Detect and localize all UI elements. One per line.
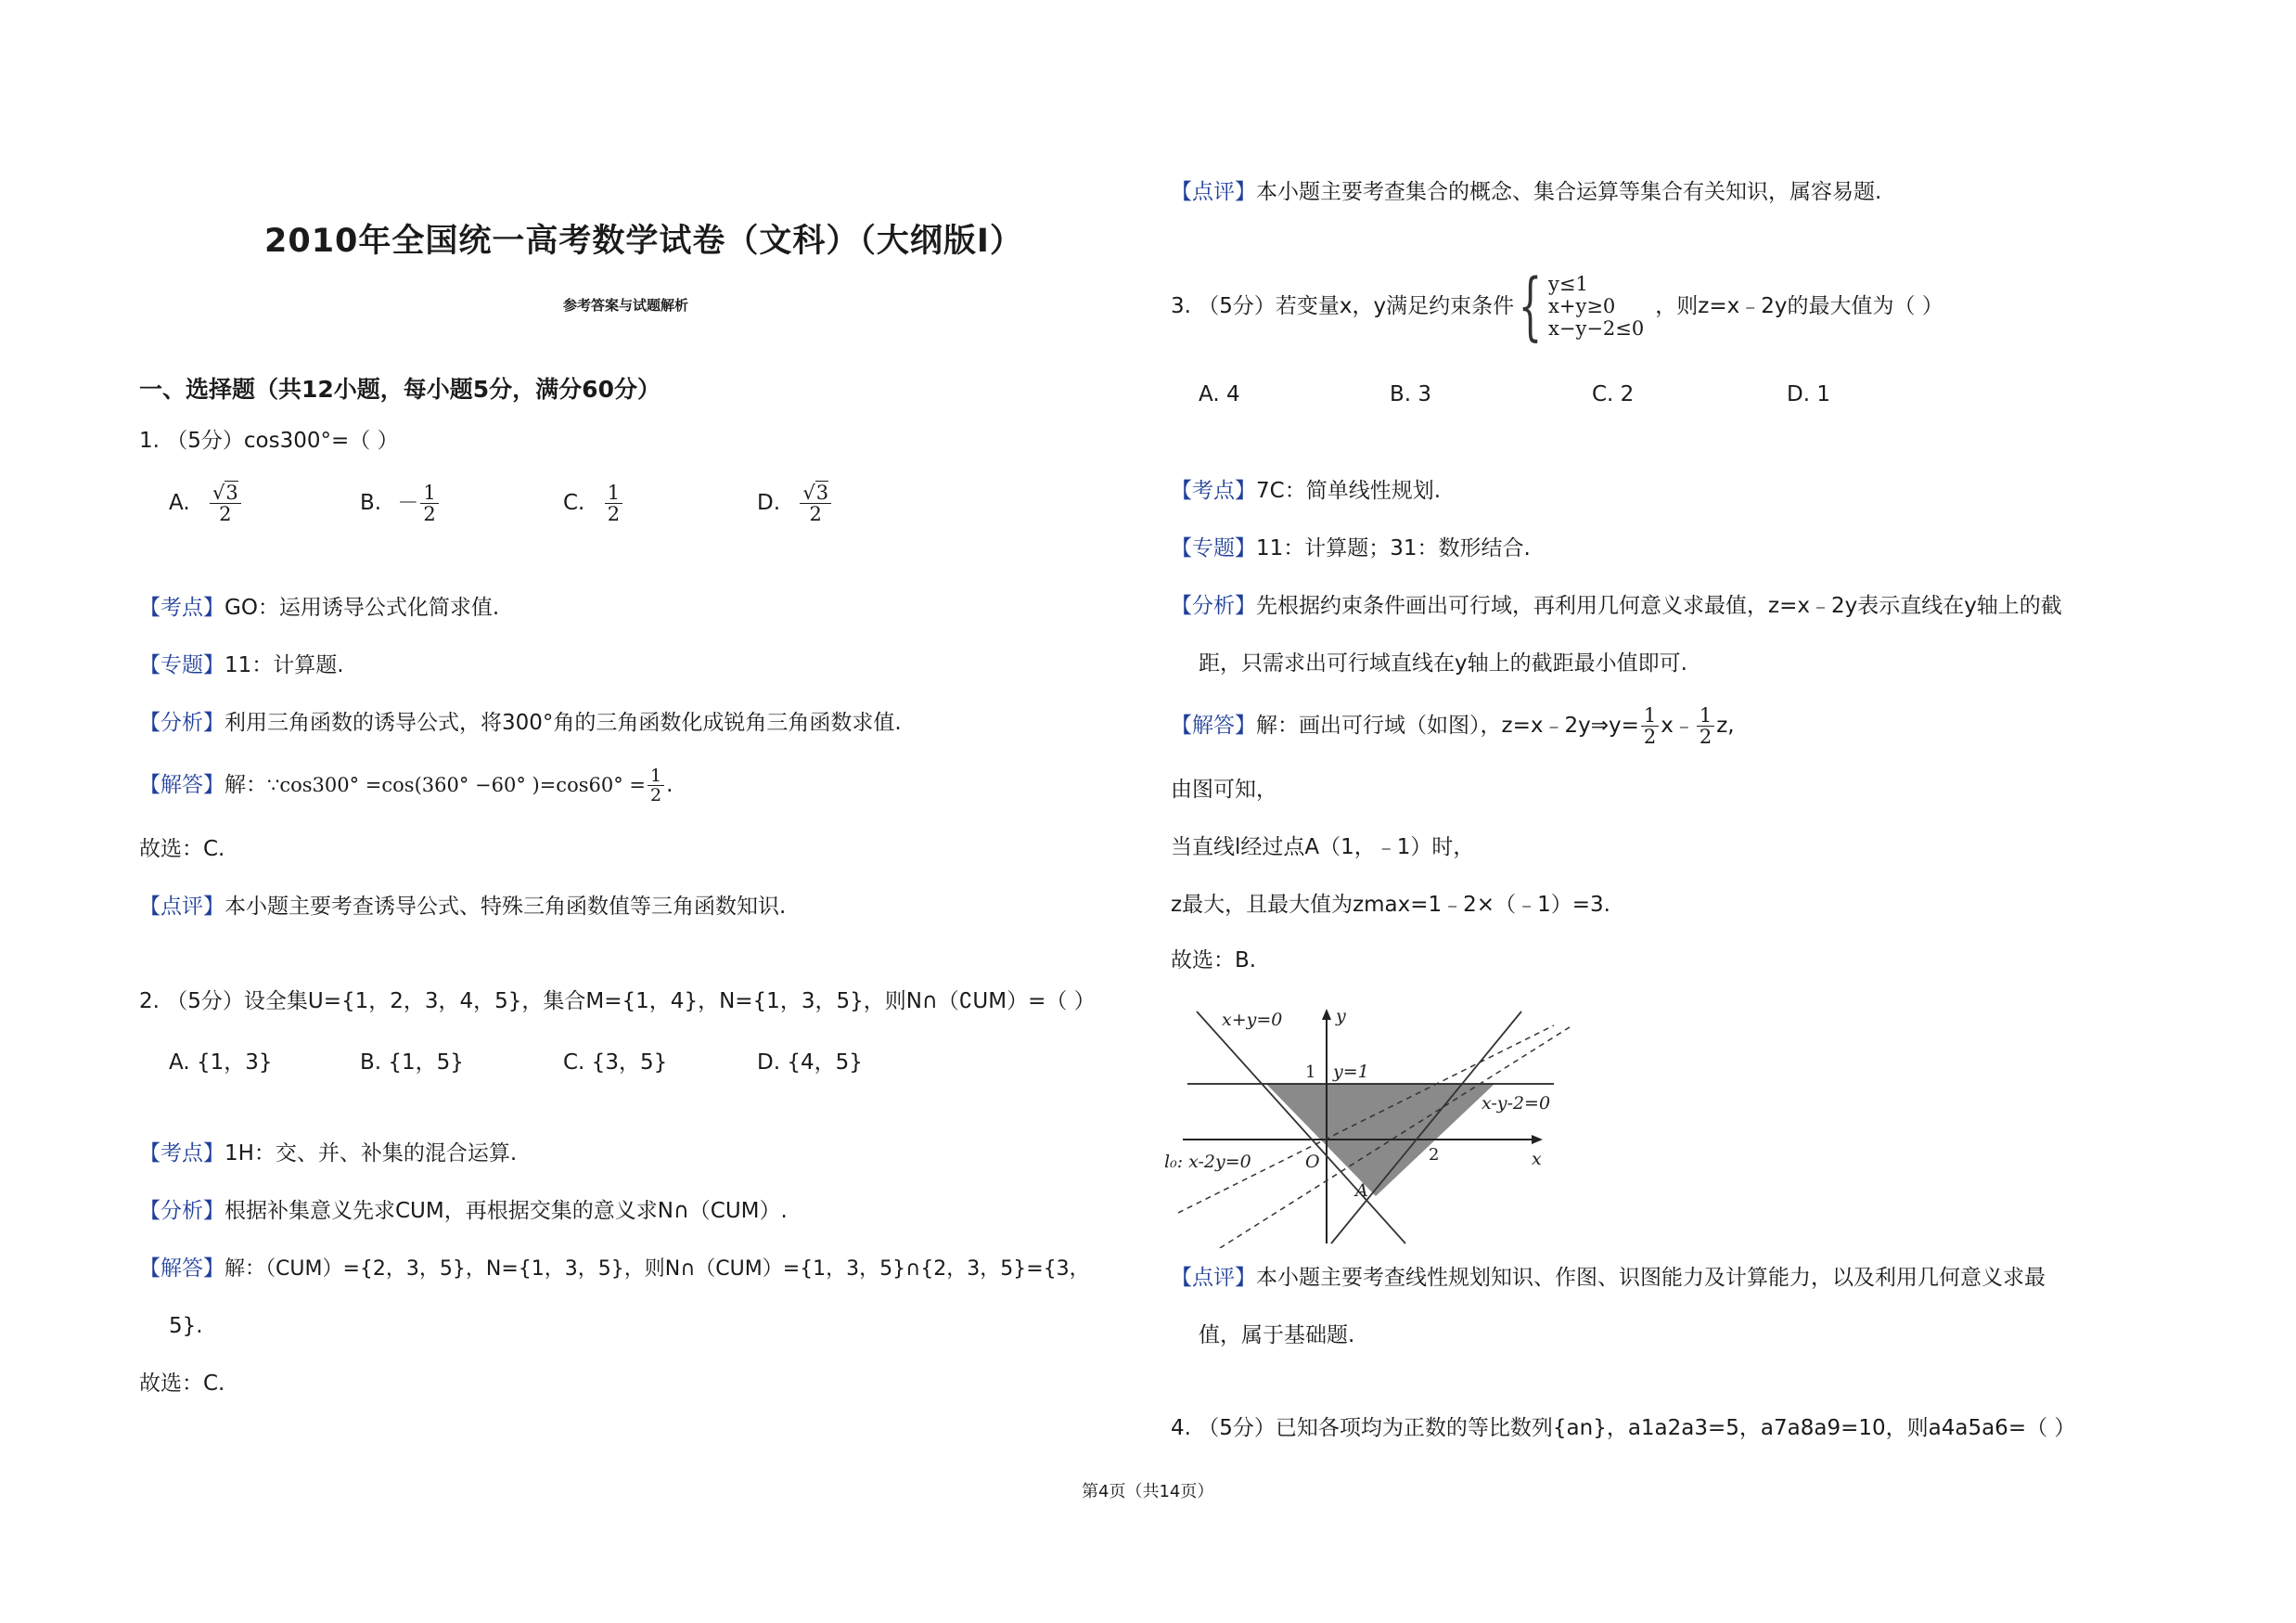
q2-jieda-line1: 解：（CUM）={2，3，5}，N={1，3，5}，则N∩（CUM）={1，3，5}∩{2，3，5}={3， xyxy=(224,1257,1090,1281)
q2-jieda xyxy=(139,1255,1090,1283)
q1-option-c-label: C. xyxy=(563,491,585,515)
q3-answer: 故选：B. xyxy=(1171,948,1257,973)
sqrt-icon: √ xyxy=(212,482,225,504)
jieda-tag: 【解答】 xyxy=(1171,714,1256,738)
label-x-axis: x xyxy=(1532,1149,1542,1169)
x-axis-arrow-icon xyxy=(1532,1135,1543,1144)
q3-option-a: A. 4 xyxy=(1199,382,1240,406)
q3-stem-post: ，则z=x﹣2y的最大值为（ ） xyxy=(1655,294,1943,318)
q3-option-b: B. 3 xyxy=(1390,382,1432,406)
q2-dianping-text: 本小题主要考查集合的概念、集合运算等集合有关知识，属容易题. xyxy=(1256,180,1882,204)
label-origin: O xyxy=(1305,1152,1320,1172)
zhuanti-tag: 【专题】 xyxy=(139,653,224,677)
q1-zhuanti xyxy=(139,651,344,679)
q3-jieda-frac-2: $\frac{1}{2}$ xyxy=(1697,705,1714,747)
q1-option-d xyxy=(757,483,833,524)
q3-constraint-1: y≤1 xyxy=(1548,273,1588,295)
label-y-equals-1: y=1 xyxy=(1333,1062,1369,1082)
brace-icon: { xyxy=(1518,263,1543,349)
q2-fenxi xyxy=(139,1197,788,1225)
q1-option-c xyxy=(563,483,624,524)
q1-fenxi xyxy=(139,709,902,737)
q1-dianping-text: 本小题主要考查诱导公式、特殊三角函数值等三角函数知识. xyxy=(224,895,787,919)
label-x-plus-y: x+y=0 xyxy=(1222,1010,1283,1030)
q4-stem: 4. （5分）已知各项均为正数的等比数列{an}，a1a2a3=5，a7a8a9=10，则a4a5a6=（ ） xyxy=(1171,1416,2076,1440)
q2-jieda-line2: 5}. xyxy=(169,1314,203,1338)
q1-option-b-sign: － xyxy=(397,491,419,515)
q1-jieda-end: . xyxy=(666,773,673,797)
q2-stem: 2. （5分）设全集U={1，2，3，4，5}，集合M={1，4}，N={1，3，5}，则N∩（∁UM）=（ ） xyxy=(139,989,1096,1013)
q1-zhuanti-text: 11：计算题. xyxy=(224,653,344,677)
q3-jieda-frac-1: $\frac{1}{2}$ xyxy=(1641,705,1659,747)
q3-constraint-2: x+y≥0 xyxy=(1548,295,1616,317)
feasible-region-figure xyxy=(1164,998,1600,1248)
q3-jieda xyxy=(1171,705,1735,747)
q1-jieda xyxy=(139,766,673,805)
q3-fenxi-line1: 先根据约束条件画出可行域，再利用几何意义求最值，z=x﹣2y表示直线在y轴上的截 xyxy=(1256,594,2062,618)
q1-option-d-value: $\frac{√3}{2}$ xyxy=(800,483,831,524)
q3-jieda-pre: 解：画出可行域（如图），z=x﹣2y⇒y= xyxy=(1256,714,1639,738)
q1-option-a xyxy=(169,483,243,524)
q2-fenxi-text: 根据补集意义先求CUM，再根据交集的意义求N∩（CUM）. xyxy=(224,1199,788,1223)
q2-option-b: B. {1，5} xyxy=(360,1050,464,1075)
q3-constraints xyxy=(1514,263,1645,349)
dianping-tag: 【点评】 xyxy=(1171,1266,1256,1290)
q3-stem-pre: 3. （5分）若变量x，y满足约束条件 xyxy=(1171,294,1515,318)
q1-option-a-value: $\frac{√3}{2}$ xyxy=(210,483,241,524)
q2-option-c: C. {3，5} xyxy=(563,1050,668,1075)
q1-answer: 故选：C. xyxy=(139,837,225,861)
q3-stem xyxy=(1171,263,1943,349)
dianping-tag: 【点评】 xyxy=(1171,180,1256,204)
q2-kaodian xyxy=(139,1140,517,1167)
q3-option-c: C. 2 xyxy=(1592,382,1635,406)
fenxi-tag: 【分析】 xyxy=(139,711,224,735)
q3-dianping-line2: 值，属于基础题. xyxy=(1199,1323,1355,1347)
q1-stem: 1. （5分）cos300°=（ ） xyxy=(139,429,399,453)
page-title: 2010年全国统一高考数学试卷（文科）（大纲版Ⅰ） xyxy=(264,223,1023,260)
q3-dianping xyxy=(1171,1264,2046,1292)
label-one: 1 xyxy=(1305,1063,1316,1082)
q3-fenxi xyxy=(1171,592,2062,620)
fenxi-tag: 【分析】 xyxy=(139,1199,224,1223)
q1-jieda-formula: ∵cos300° =cos(360° −60° )=cos60° = xyxy=(267,774,646,796)
label-two: 2 xyxy=(1429,1145,1440,1165)
kaodian-tag: 【考点】 xyxy=(139,596,224,620)
q1-kaodian-text: GO：运用诱导公式化简求值. xyxy=(224,596,500,620)
label-x-minus-y-2: x-y-2=0 xyxy=(1481,1093,1551,1114)
dianping-tag: 【点评】 xyxy=(139,895,224,919)
q3-jieda-post: z, xyxy=(1716,714,1735,738)
line-l-through-a xyxy=(1220,1025,1572,1248)
fenxi-tag: 【分析】 xyxy=(1171,594,1256,618)
q3-fenxi-line2: 距，只需求出可行域直线在y轴上的截距最小值即可. xyxy=(1199,651,1687,676)
q1-option-a-label: A. xyxy=(169,491,190,515)
q1-option-c-value: $\frac{1}{2}$ xyxy=(605,483,622,524)
y-axis-arrow-icon xyxy=(1322,1009,1331,1020)
label-l0: l₀: x-2y=0 xyxy=(1164,1152,1251,1172)
q3-kaodian-text: 7C：简单线性规划. xyxy=(1256,479,1442,503)
q3-option-d: D. 1 xyxy=(1787,382,1830,406)
q1-option-d-label: D. xyxy=(757,491,781,515)
section-title: 一、选择题（共12小题，每小题5分，满分60分） xyxy=(139,376,661,403)
q2-option-d: D. {4，5} xyxy=(757,1050,863,1075)
q3-zhuanti-text: 11：计算题；31：数形结合. xyxy=(1256,536,1531,560)
zhuanti-tag: 【专题】 xyxy=(1171,536,1256,560)
kaodian-tag: 【考点】 xyxy=(139,1141,224,1166)
q3-kaodian xyxy=(1171,477,1441,505)
jieda-tag: 【解答】 xyxy=(139,773,224,797)
q2-dianping xyxy=(1171,178,1881,206)
q2-option-a: A. {1，3} xyxy=(169,1050,273,1075)
q1-option-b-label: B. xyxy=(360,491,382,515)
q3-jieda-mid: x﹣ xyxy=(1661,714,1695,738)
q1-option-b xyxy=(360,483,441,524)
q2-kaodian-text: 1H：交、并、补集的混合运算. xyxy=(224,1141,518,1166)
kaodian-tag: 【考点】 xyxy=(1171,479,1256,503)
sqrt-icon: √ xyxy=(802,482,815,504)
q1-jieda-fraction: $\frac{1}{2}$ xyxy=(648,766,664,805)
page-subtitle: 参考答案与试题解析 xyxy=(563,297,689,314)
q1-fenxi-text: 利用三角函数的诱导公式，将300°角的三角函数化成锐角三角函数求值. xyxy=(224,711,902,735)
q3-line-c: z最大，且最大值为zmax=1﹣2×（﹣1）=3. xyxy=(1171,893,1610,917)
q1-option-b-value: $\frac{1}{2}$ xyxy=(420,483,438,524)
q3-zhuanti xyxy=(1171,535,1531,562)
page-footer: 第4页（共14页） xyxy=(1082,1482,1214,1501)
q2-answer: 故选：C. xyxy=(139,1372,225,1396)
q1-dianping xyxy=(139,893,786,921)
jieda-tag: 【解答】 xyxy=(139,1256,224,1281)
q3-constraint-3: x−y−2≤0 xyxy=(1548,317,1645,340)
q3-line-b: 当直线l经过点A（1，﹣1）时， xyxy=(1171,835,1475,859)
q3-line-a: 由图可知， xyxy=(1171,778,1277,802)
q3-dianping-line1: 本小题主要考查线性规划知识、作图、识图能力及计算能力，以及利用几何意义求最 xyxy=(1256,1266,2046,1290)
q1-jieda-prefix: 解： xyxy=(224,773,267,797)
label-y-axis: y xyxy=(1336,1006,1346,1026)
label-point-a: A xyxy=(1355,1180,1368,1201)
q1-kaodian xyxy=(139,594,499,622)
